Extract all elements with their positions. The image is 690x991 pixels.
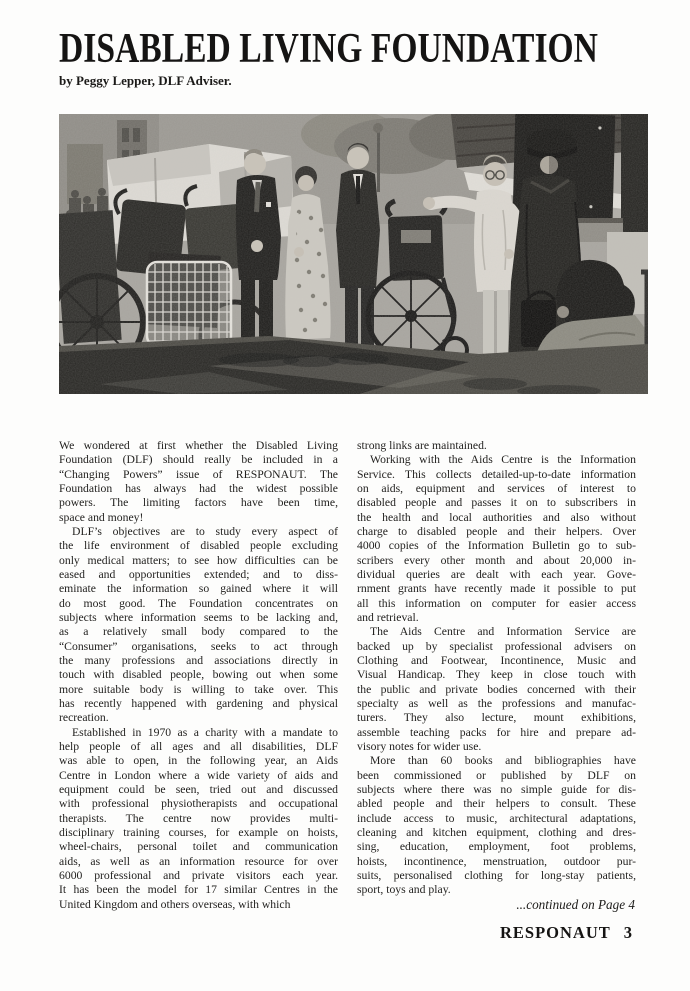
text-line: “Consumer” organisations, seeks to act through (59, 639, 338, 653)
byline: by Peggy Lepper, DLF Adviser. (59, 73, 232, 88)
text-line: has recently happened with gardening and physical (59, 696, 338, 710)
text-line: the public and private bodies concerned with their (357, 682, 636, 696)
text-line: was able to open, in the following year, an Aids (59, 754, 338, 768)
text-line: eminate the information so gained where it will (59, 582, 338, 596)
text-line: subjects where information seems to be lacking and, (59, 610, 338, 624)
text-line: Foundation (DLF) should really be included in a (59, 453, 338, 467)
article-paragraph (59, 439, 338, 525)
article-paragraph (59, 525, 338, 726)
text-line: Visual Handicap. They keep in close touch with (357, 668, 636, 682)
text-line: the health and local authorities and also without (357, 510, 636, 524)
article-paragraph (357, 625, 636, 754)
text-line: eased and opportunities extended; and to diss- (59, 567, 338, 581)
text-line: Clothing and Footwear, Incontinence, Music and (357, 653, 636, 667)
text-line: aids, as well as an information resource for over (59, 854, 338, 868)
text-line: strong links are maintained. (357, 439, 487, 452)
text-line: the life environment of disabled people excluding (59, 539, 338, 553)
text-line: been commissioned or published by DLF on (357, 768, 636, 782)
text-line: therapists. The centre now provides multi- (59, 811, 338, 825)
text-line: United Kingdom and others overseas, with which (59, 897, 291, 911)
text-line: disciplinary training courses, for example on hoists, (59, 825, 338, 839)
text-line: sport, toys and play. (357, 883, 451, 897)
text-line: disabled people and passes it on to subscribers in (357, 496, 636, 510)
text-line: equipment could be seen, tried out and discussed (59, 782, 338, 796)
text-line: space and money! (59, 510, 144, 524)
text-line: 6000 professional and private visitors each year. (59, 868, 338, 882)
text-line: wheel-chairs, personal toilet and communication (59, 840, 338, 854)
article-paragraph (357, 754, 636, 897)
text-line: more suitable body is willing to take over. This (59, 682, 338, 696)
text-line: only medical matters; to see how difficulties can be (59, 553, 338, 567)
article-paragraph (357, 439, 636, 453)
text-line: visory notes for wider use. (357, 739, 482, 753)
text-line: We wondered at first whether the Disabled Living (59, 439, 338, 452)
text-line: backed up by specialist professional advisers on (357, 639, 636, 653)
text-line: all this information on computer for easier access (357, 596, 636, 610)
text-line: turers. They also lecture, mount exhibitions, (357, 711, 636, 725)
text-line: include access to music, architectural adaptations, (357, 811, 636, 825)
text-line: The Aids Centre and Information Service are (370, 625, 636, 639)
magazine-name: RESPONAUT (499, 923, 611, 942)
text-line: dividual queries are dealt with each year. Gove- (357, 567, 636, 581)
text-line: hoists, incontinence, menstruation, outdoor pur- (357, 854, 636, 868)
text-line: Service. This collects detailed-up-to-date information (357, 467, 636, 481)
text-line: help people of all ages and all disabilities, DLF (59, 739, 338, 753)
text-line: It has been the model for 17 similar Centres in the (59, 883, 338, 897)
text-line: subjects where there was no simple guide for dis- (357, 782, 636, 796)
text-line: scribers every other month and about 20,000 in- (357, 553, 636, 567)
text-line: with professional physiotherapists and occupational (59, 797, 338, 811)
masthead (59, 28, 659, 89)
text-line: and retrieval. (357, 610, 419, 624)
article-body (59, 439, 636, 912)
text-line: touch with disabled people, bowing out when some (59, 668, 338, 682)
text-line: on aids, equipment and services of interest to (357, 481, 636, 495)
text-line: Established in 1970 as a charity with a mandate to (72, 725, 338, 739)
page-title: DISABLED LIVING FOUNDATION (59, 26, 598, 72)
text-line: More than 60 books and bibliographies have (370, 754, 636, 768)
text-line: Foundation has always had the widest possible (59, 481, 338, 495)
photo-illustration (59, 114, 648, 394)
page-number: 3 (623, 923, 633, 942)
text-line: cleaning and kitchen equipment, clothing and dres- (357, 825, 636, 839)
text-line: sing, education, employment, foot problems, (357, 840, 636, 854)
text-line: assemble teaching packs for hire and prepare ad- (357, 725, 636, 739)
text-line: 4000 copies of the Information Bulletin go to sub- (357, 539, 636, 553)
text-line: abled people and their helpers to consult. These (357, 797, 636, 811)
text-line: powers. The limiting factors have been time, (59, 496, 338, 510)
magazine-footer (500, 923, 633, 943)
text-line: the many professions and associations directly in (59, 653, 338, 667)
text-line: do most good. The Foundation concentrates on (59, 596, 338, 610)
text-line: “Changing Powers” issue of RESPONAUT. The (59, 467, 338, 481)
article-column-right (357, 439, 636, 912)
text-line: recreation. (59, 711, 109, 725)
text-line: Working with the Aids Centre is the Information (370, 453, 636, 467)
text-line: as a relatively small body compared to the (59, 625, 338, 639)
text-line: specialty as well as the professions and manufac- (357, 696, 636, 710)
text-line: suits, personalised clothing for long-stay patients, (357, 868, 636, 882)
article-photo (59, 114, 648, 394)
continued-on-page-note: ...continued on Page 4 (516, 896, 635, 912)
article-paragraph (357, 453, 636, 625)
article-column-left (59, 439, 338, 912)
text-line: Centre in London where a wide variety of aids and (59, 768, 338, 782)
text-line: rnment grants have recently made it possible to put (357, 582, 636, 596)
text-line: charge to disabled people and their helpers. Over (357, 524, 636, 538)
text-line: DLF’s objectives are to study every aspect of (72, 524, 338, 538)
article-paragraph (59, 726, 338, 912)
grain-overlay (59, 114, 648, 394)
